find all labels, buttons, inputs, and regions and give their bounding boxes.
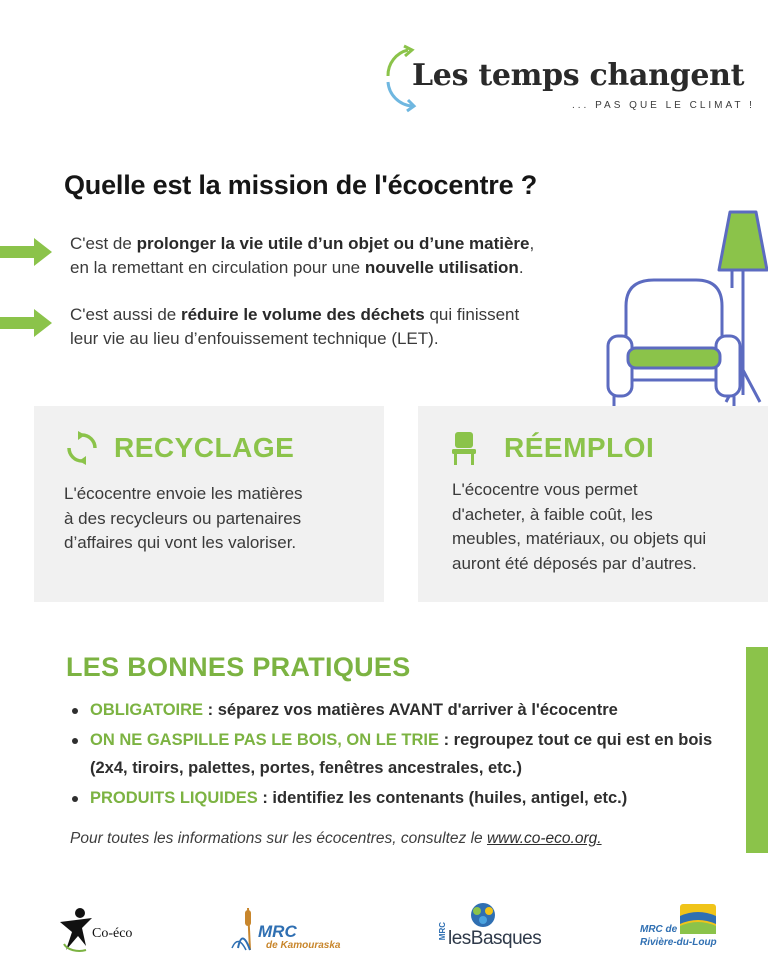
kamouraska-name-text: de Kamouraska bbox=[266, 940, 341, 951]
recyclage-line: à des recycleurs ou partenaires bbox=[64, 508, 302, 528]
rdl-name-text: Rivière-du-Loup bbox=[640, 937, 717, 948]
item-highlight: OBLIGATOIRE bbox=[90, 701, 204, 719]
list-item bbox=[70, 784, 740, 813]
mission-text: leur vie au lieu d’enfouissement technique (LET). bbox=[70, 329, 439, 348]
arrow-right-icon bbox=[0, 307, 56, 339]
kamouraska-mrc-text: MRC bbox=[258, 922, 297, 941]
chair-icon bbox=[450, 430, 478, 466]
recycle-icon bbox=[64, 430, 100, 466]
kamouraska-logo bbox=[228, 904, 348, 956]
armchair-lamp-illustration bbox=[604, 210, 768, 410]
armchair-illustration bbox=[608, 280, 740, 406]
reemploi-label: RÉEMPLOI bbox=[504, 432, 655, 463]
reemploi-text bbox=[452, 478, 706, 576]
mission-paragraph-2 bbox=[70, 303, 519, 351]
reemploi-line: L'écocentre vous permet bbox=[452, 480, 638, 499]
coeco-figure-icon bbox=[56, 906, 96, 954]
page-title: Quelle est la mission de l'écocentre ? bbox=[64, 170, 537, 200]
mission-emphasis: prolonger la vie utile d’un objet ou d’une matière bbox=[136, 234, 530, 253]
recyclage-line: d’affaires qui vont les valoriser. bbox=[64, 533, 297, 552]
mission-text: , bbox=[529, 234, 535, 253]
footnote-text: Pour toutes les informations sur les écocentres, consultez le bbox=[70, 830, 487, 847]
rdl-emblem-icon bbox=[680, 904, 716, 934]
accent-bar bbox=[746, 647, 768, 853]
mission-paragraph-1 bbox=[70, 232, 534, 280]
recyclage-line: L'écocentre envoie les matières bbox=[64, 484, 303, 503]
footnote bbox=[70, 830, 602, 848]
recyclage-text bbox=[64, 482, 303, 556]
mission-emphasis: nouvelle utilisation bbox=[364, 258, 519, 277]
mission-text: C'est de bbox=[70, 234, 137, 253]
rdl-mrc-text: MRC de bbox=[640, 924, 678, 935]
bullet-icon bbox=[72, 738, 78, 744]
arrow-right-icon bbox=[0, 236, 56, 268]
mission-text: . bbox=[518, 258, 524, 277]
reemploi-line: auront été déposés par d’autres. bbox=[452, 553, 697, 573]
bonnes-pratiques-title: LES BONNES PRATIQUES bbox=[66, 652, 411, 682]
coeco-logo-text: Co-éco bbox=[92, 926, 133, 941]
basques-name-text: lesBasques bbox=[448, 928, 542, 949]
item-text: : identifiez les contenants (huiles, antigel, etc.) bbox=[257, 788, 628, 807]
mission-text: en la remettant en circulation pour une bbox=[70, 258, 365, 277]
list-item bbox=[70, 726, 740, 783]
recyclage-heading bbox=[64, 430, 294, 466]
coeco-logo bbox=[56, 906, 146, 956]
bullet-icon bbox=[72, 796, 78, 802]
recyclage-card bbox=[34, 406, 384, 602]
reemploi-line: d'acheter, à faible coût, les bbox=[452, 504, 653, 524]
reemploi-line: meubles, matériaux, ou objets qui bbox=[452, 529, 707, 548]
item-highlight: PRODUITS LIQUIDES bbox=[90, 788, 258, 807]
brand-tagline: ... PAS QUE LE CLIMAT ! bbox=[572, 100, 755, 111]
bullet-icon bbox=[72, 708, 78, 714]
brand-title: Les temps changent bbox=[412, 58, 745, 93]
reemploi-card bbox=[418, 406, 768, 602]
list-item bbox=[70, 696, 740, 725]
coeco-website-link[interactable]: www.co-eco.org. bbox=[486, 830, 602, 847]
mission-emphasis: réduire le volume des déchets bbox=[180, 305, 425, 324]
basques-logo bbox=[438, 902, 542, 956]
mission-text: qui finissent bbox=[424, 305, 520, 324]
mission-text: C'est aussi de bbox=[70, 305, 181, 324]
brand-header bbox=[382, 44, 755, 124]
item-text: : séparez vos matières AVANT d'arriver à l'écocentre bbox=[203, 701, 618, 719]
reemploi-heading bbox=[450, 430, 654, 466]
basques-emblem-icon bbox=[468, 902, 498, 928]
riviere-du-loup-logo bbox=[638, 904, 738, 956]
bonnes-pratiques-list bbox=[70, 696, 740, 813]
item-highlight: ON NE GASPILLE PAS LE BOIS, ON LE TRIE bbox=[90, 730, 439, 749]
recyclage-label: RECYCLAGE bbox=[114, 432, 295, 463]
basques-mrc-text: MRC bbox=[438, 922, 447, 941]
item-text: : regroupez tout ce qui est en bois (2x4, tiroirs, palettes, portes, fenêtres ancestrales, etc.) bbox=[90, 730, 713, 777]
